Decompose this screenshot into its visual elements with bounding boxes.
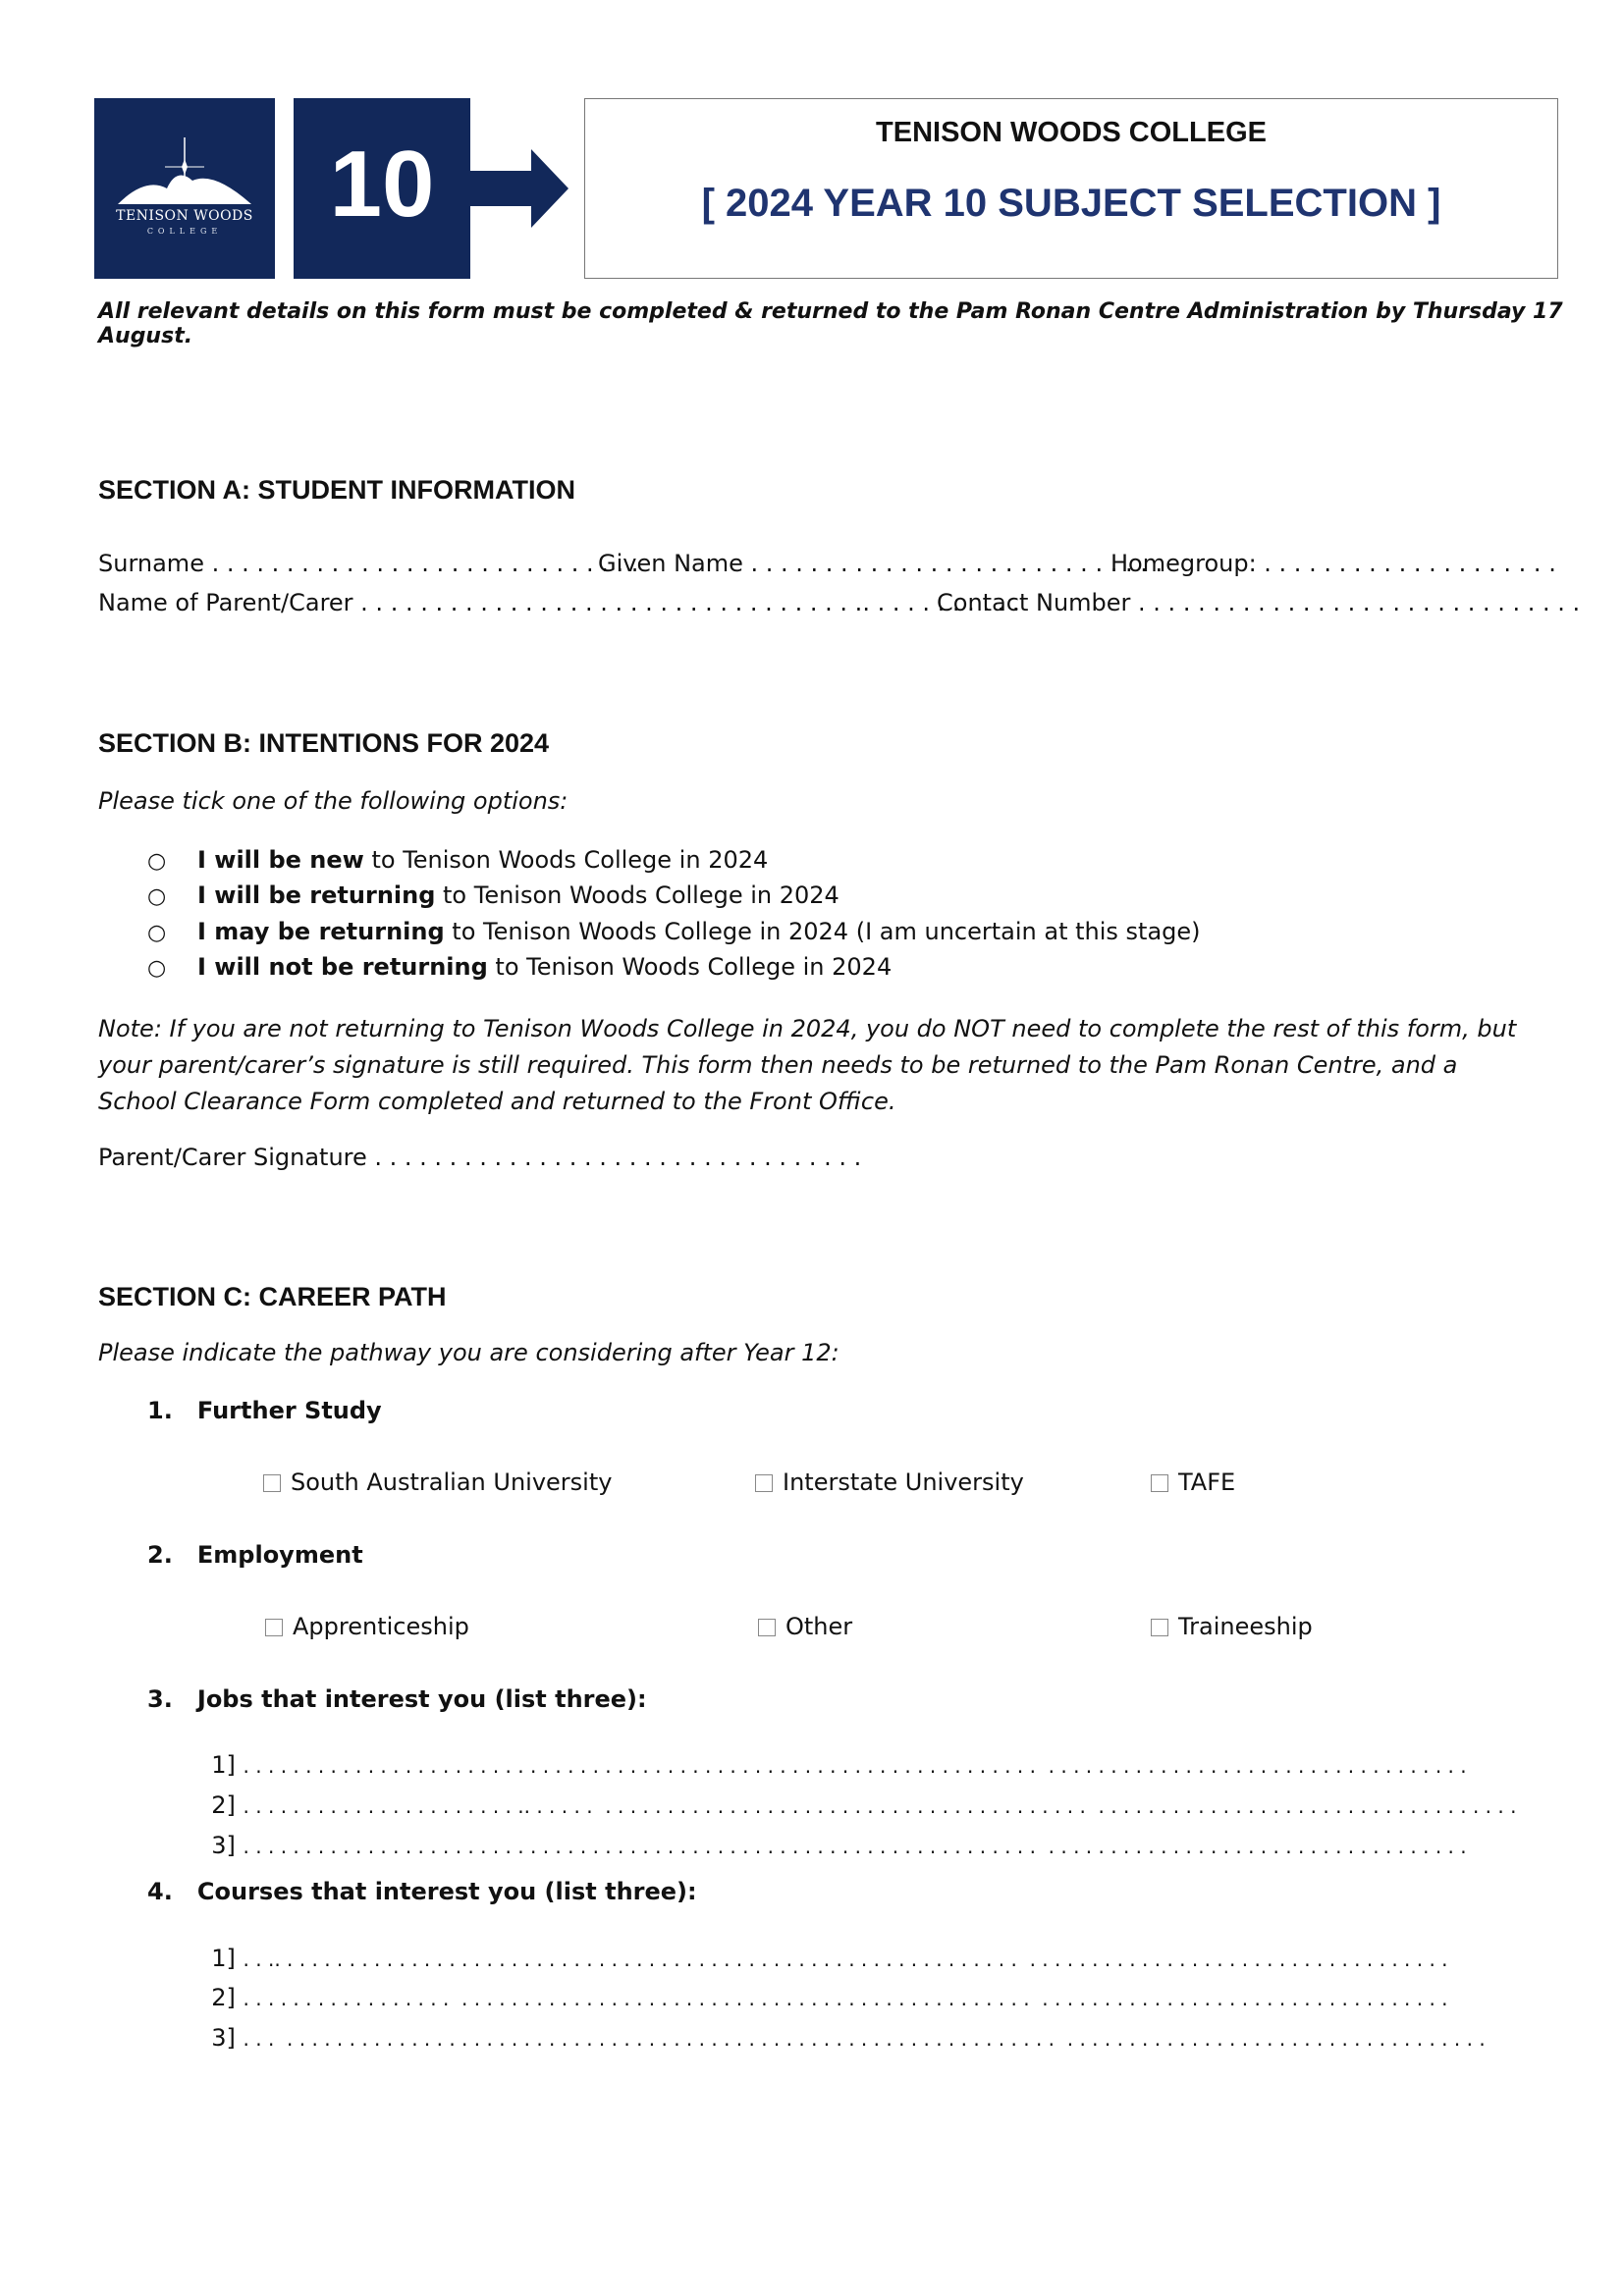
option-maybe-returning[interactable]	[147, 918, 1201, 945]
job-line-3[interactable]	[196, 1804, 1467, 1859]
interstate-university-option[interactable]	[755, 1468, 1024, 1496]
checkbox-icon[interactable]	[263, 1474, 281, 1492]
parent-name-field[interactable]: Name of Parent/Carer . . . . . . . . . . . . . . . . . . . . . . . . . . . . . . . . . .. . . . . . . . . . .	[98, 589, 1020, 616]
homegroup-field[interactable]: Homegroup: . . . . . . . . . . . . . . . . . . . .	[1110, 550, 1556, 577]
option-bullet[interactable]: ○	[147, 956, 167, 981]
line-number: 2]	[211, 1791, 236, 1819]
year-number: 10	[329, 132, 435, 237]
further-study-label: 1. Further Study	[147, 1397, 382, 1424]
checkbox-icon[interactable]	[265, 1619, 283, 1636]
option-label: TAFE	[1178, 1468, 1236, 1496]
dotted-line[interactable]: . . . . . . . . . . . . . . . . . . . . . . . . . . . . . . . . . . . . . . . . . . . . . . . . . . . . . . . . . . . . . . . . . . . . . . . . . . . . . . . . . . . . . . . . . . . . . . . .	[243, 1987, 1448, 2010]
option-text: to Tenison Woods College in 2024	[487, 953, 893, 981]
apprenticeship-option[interactable]	[265, 1613, 469, 1640]
option-bold: I may be returning	[197, 918, 445, 945]
option-bullet[interactable]: ○	[147, 921, 167, 945]
line-number: 3]	[211, 2024, 236, 2052]
section-b-note: Note: If you are not returning to Tenison Woods College in 2024, you do NOT need to complete the rest of this form, but your parent/carer’s signature is still required. This form then needs to be returned to the Pam Ronan Centre, and a School Clearance Form completed and returned to the Front Office.	[98, 1015, 1517, 1115]
course-line-3[interactable]	[196, 1997, 1486, 2052]
dotted-line[interactable]: . . . . . . . . . . . . . . . . . . . . . . . . . . . . . . . . . . . . . . . . . . . . . . . . . . . . . . . . . . . . . . . . . . . . . . . . . . . . . . . . . . . . . . . . . . . . . . . . . . .	[243, 2027, 1486, 2051]
option-text: to Tenison Woods College in 2024 (I am uncertain at this stage)	[444, 918, 1201, 945]
line-number: 1]	[211, 1945, 236, 1972]
arrow-right-icon	[470, 149, 568, 228]
section-b-instruction: Please tick one of the following options:	[98, 787, 568, 815]
logo-subtitle: COLLEGE	[146, 227, 223, 236]
option-new[interactable]	[147, 846, 769, 874]
college-name: TENISON WOODS COLLEGE	[876, 117, 1267, 148]
option-bold: I will be new	[197, 846, 364, 874]
college-logo	[94, 98, 275, 279]
option-text: to Tenison Woods College in 2024	[435, 881, 839, 909]
checkbox-icon[interactable]	[1151, 1474, 1168, 1492]
courses-label: 4. Courses that interest you (list three):	[147, 1878, 697, 1905]
option-not-returning[interactable]	[147, 953, 893, 981]
option-label: Apprenticeship	[293, 1613, 469, 1640]
mountain-star-icon	[116, 137, 253, 206]
option-bold: I will not be returning	[197, 953, 488, 981]
tafe-option[interactable]	[1151, 1468, 1235, 1496]
line-number: 3]	[211, 1832, 236, 1859]
form-title: [ 2024 YEAR 10 SUBJECT SELECTION ]	[701, 182, 1441, 225]
year-number-box	[294, 98, 470, 279]
south-australian-university-option[interactable]	[263, 1468, 612, 1496]
given-name-field[interactable]: Given Name . . . . . . . . . . . . . . . . . . . . . . . . . . . .	[598, 550, 1164, 577]
checkbox-icon[interactable]	[755, 1474, 773, 1492]
section-b-heading: SECTION B: INTENTIONS FOR 2024	[98, 728, 550, 758]
parent-signature-field[interactable]: Parent/Carer Signature . . . . . . . . . . . . . . . . . . . . . . . . . . . . . . . . .	[98, 1144, 862, 1171]
section-a-heading: SECTION A: STUDENT INFORMATION	[98, 475, 575, 505]
submission-notice: All relevant details on this form must be completed & returned to the Pam Ronan Centre Administration by Thursday 17 August.	[98, 299, 1563, 348]
logo-name: TENISON WOODS	[116, 208, 253, 224]
other-option[interactable]	[758, 1613, 852, 1640]
title-box	[584, 98, 1558, 279]
line-number: 1]	[211, 1751, 236, 1779]
option-text: to Tenison Woods College in 2024	[363, 846, 769, 874]
section-c-instruction: Please indicate the pathway you are considering after Year 12:	[98, 1339, 839, 1366]
dotted-line[interactable]: . . . . . . . . . . . . . . . . . . . . . . . . . . . . . . . . . . . . . . . . . . . . . . . . . . . . . . . . . . . . . . . . . . . . . . . . . . . . . . . . . . . . . . . . . . . . . . . . . .	[243, 1754, 1467, 1778]
traineeship-option[interactable]	[1151, 1613, 1313, 1640]
option-bullet[interactable]: ○	[147, 849, 167, 874]
option-returning[interactable]	[147, 881, 839, 909]
checkbox-icon[interactable]	[758, 1619, 776, 1636]
jobs-label: 3. Jobs that interest you (list three):	[147, 1685, 647, 1713]
dotted-line[interactable]: . . .. . . . . . . . . . . . . . . . . . . . . . . . . . . . . . . . . . . . . . . . . . . . . . . . . . . . . . . . . . . . . . . . . . . . . . . . . . . . . . . . . . . . . . . . . . . . . .	[243, 1948, 1448, 1971]
section-c-heading: SECTION C: CAREER PATH	[98, 1282, 447, 1311]
line-number: 2]	[211, 1984, 236, 2011]
option-label: Other	[785, 1613, 853, 1640]
option-label: South Australian University	[291, 1468, 613, 1496]
option-label: Interstate University	[783, 1468, 1024, 1496]
dotted-line[interactable]: . . . . . . . . . . . . . . . . . . . . . . . . . . . . . . . . . . . . . . . . . . . . . . . . . . . . . . . . . . . . . . . . . . . . . . . . . . . . . . . . . . . . . . . . . . . . . . . . . .	[243, 1835, 1467, 1858]
surname-field[interactable]: Surname . . . . . . . . . . . . . . . . . . . . . . . . . . . . .	[98, 550, 639, 577]
option-bold: I will be returning	[197, 881, 436, 909]
option-bullet[interactable]: ○	[147, 884, 167, 909]
employment-label: 2. Employment	[147, 1541, 363, 1569]
checkbox-icon[interactable]	[1151, 1619, 1168, 1636]
dotted-line[interactable]: . . . . . . . . . . . . . . . . . . . . . . .. . . . . . . . . . . . . . . . . . . . . . . . . . . . . . . . . . . . . . . . . . . . . . . . . . . . . . . . . . . . . . . . . . . . . . . . . . . . . . .	[243, 1794, 1517, 1818]
option-label: Traineeship	[1178, 1613, 1313, 1640]
contact-number-field[interactable]: Contact Number . . . . . . . . . . . . . . . . . . . . . . . . . . . . . .	[937, 589, 1581, 616]
